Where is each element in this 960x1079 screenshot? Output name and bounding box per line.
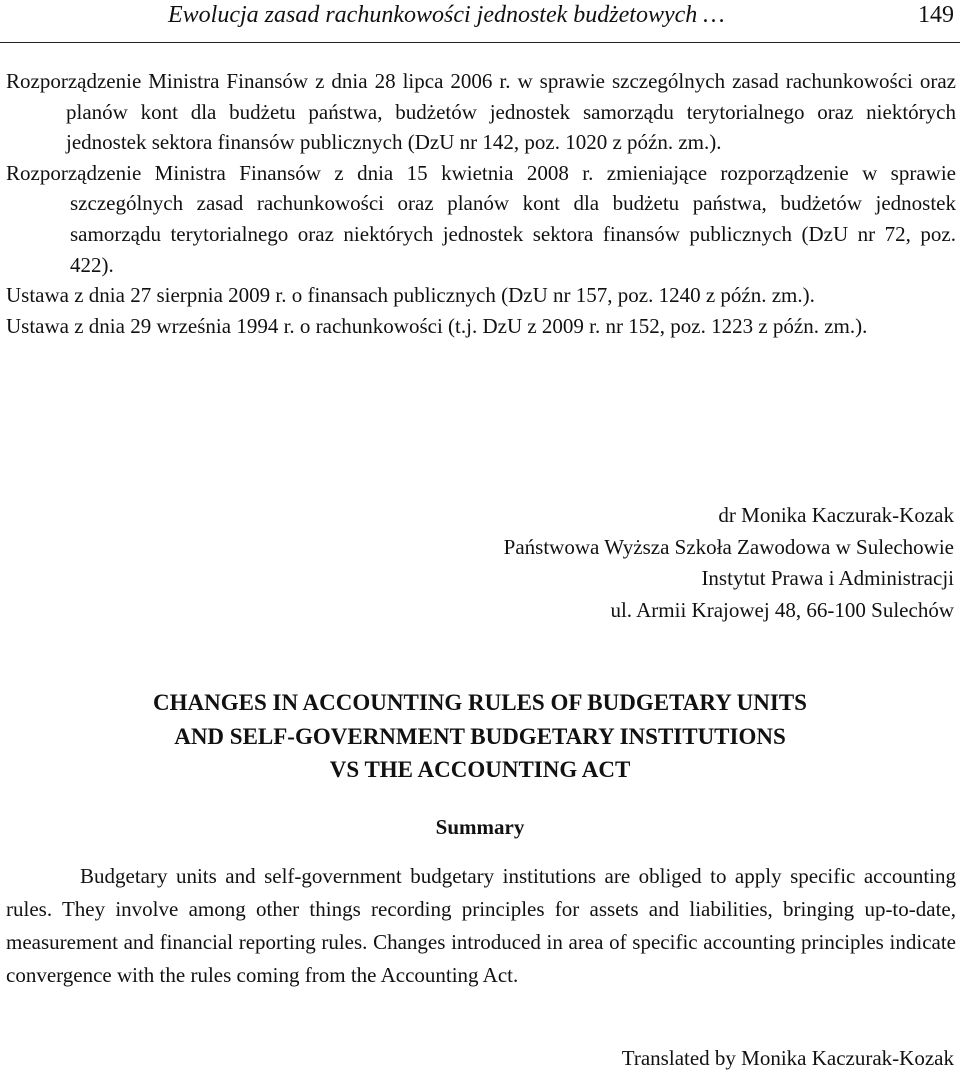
english-title-line: VS THE ACCOUNTING ACT [329,757,631,782]
running-title: Ewolucja zasad rachunkowości jednostek budżetowych … [168,2,725,28]
english-title-line: AND SELF-GOVERNMENT BUDGETARY INSTITUTIONS [174,723,786,749]
reference-item: Ustawa z dnia 29 września 1994 r. o rachunkowości (t.j. DzU z 2009 r. nr 152, poz. 1223 z późn. zm.). [6,313,868,338]
page-number: 149 [918,2,954,28]
running-header [0,0,960,43]
english-title [0,686,960,787]
bibliography-list [6,66,956,341]
english-title-line: CHANGES IN ACCOUNTING RULES OF BUDGETARY UNITS [153,690,807,715]
author-institute: Instytut Prawa i Administracji [701,566,954,590]
summary-body: Budgetary units and self-government budgetary institutions are obliged to apply specific accounting rules. They involve among other things recording principles for assets and liabilities, bringing up-to-date, measurement and financial reporting rules. Changes introduced in area of specific accounting principles indicate convergence with the rules coming from the Accounting Act. [6,864,956,987]
summary-heading: Summary [435,815,525,839]
author-institution: Państwowa Wyższa Szkoła Zawodowa w Sulechowie [503,534,954,559]
reference-item: Rozporządzenie Ministra Finansów z dnia 28 lipca 2006 r. w sprawie szczególnych zasad rachunkowości oraz planów kont dla budżetu państwa, budżetów jednostek samorządu terytorialnego oraz niektórych jednostek sektora finansów publicznych (DzU nr 142, poz. 1020 z późn. zm.). [6,69,956,155]
translator-credit: Translated by Monika Kaczurak-Kozak [621,1046,954,1070]
author-name: dr Monika Kaczurak-Kozak [718,503,954,527]
author-affiliation [504,500,954,626]
reference-item: Ustawa z dnia 27 sierpnia 2009 r. o finansach publicznych (DzU nr 157, poz. 1240 z późn. zm.). [6,283,815,308]
author-address: ul. Armii Krajowej 48, 66-100 Sulechów [610,597,954,622]
reference-item: Rozporządzenie Ministra Finansów z dnia 15 kwietnia 2008 r. zmieniające rozporządzenie w sprawie szczególnych zasad rachunkowości oraz planów kont dla budżetu państwa, budżetów jednostek samorządu terytorialnego oraz niektórych jednostek sektora finansów publicznych (DzU nr 72, poz. 422). [6,160,956,277]
